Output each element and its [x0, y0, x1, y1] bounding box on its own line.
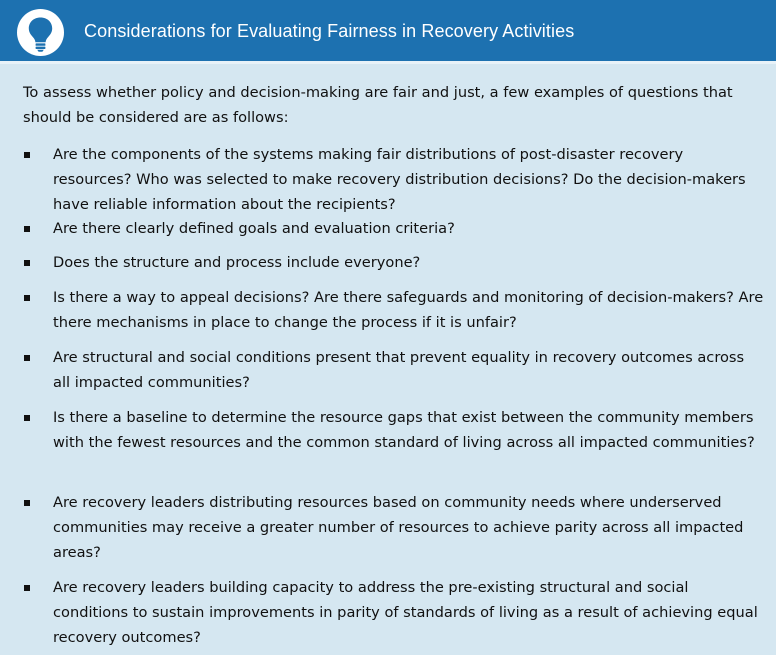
list-item-text: Are recovery leaders distributing resources based on community needs where underserved communities may receive a greater number of resources to achieve parity across all impacted areas? [53, 494, 744, 561]
lightbulb-icon [17, 9, 64, 56]
list-item-text: Does the structure and process include everyone? [53, 254, 421, 271]
bullet-square-icon [24, 260, 30, 266]
list-item-text: Are recovery leaders building capacity to address the pre-existing structural and social conditions to sustain improvements in parity of standards of living as a result of achieving equal recovery outcomes? [53, 579, 758, 646]
list-item-text: Are there clearly defined goals and evaluation criteria? [53, 220, 455, 237]
bullet-square-icon [24, 226, 30, 232]
bullet-square-icon [24, 355, 30, 361]
list-item-text: Is there a baseline to determine the resource gaps that exist between the community members with the fewest resources and the common standard of living across all impacted communities? [53, 409, 755, 451]
bullet-square-icon [24, 500, 30, 506]
bullet-square-icon [24, 585, 30, 591]
box-header [0, 0, 776, 64]
box-title: Considerations for Evaluating Fairness in Recovery Activities [84, 21, 575, 41]
intro-paragraph: To assess whether policy and decision-making are fair and just, a few examples of questions that should be considered are as follows: [23, 84, 733, 126]
bullet-square-icon [24, 295, 30, 301]
list-item-text: Are structural and social conditions present that prevent equality in recovery outcomes across all impacted communities? [53, 349, 745, 391]
bullet-square-icon [24, 152, 30, 158]
list-item-text: Is there a way to appeal decisions? Are there safeguards and monitoring of decision-makers? Are there mechanisms in place to change the process if it is unfair? [53, 289, 764, 331]
bullet-square-icon [24, 415, 30, 421]
list-item-text: Are the components of the systems making fair distributions of post-disaster recovery resources? Who was selected to make recovery distribution decisions? Do the decision-makers have reliable information about the recipients? [53, 146, 746, 213]
